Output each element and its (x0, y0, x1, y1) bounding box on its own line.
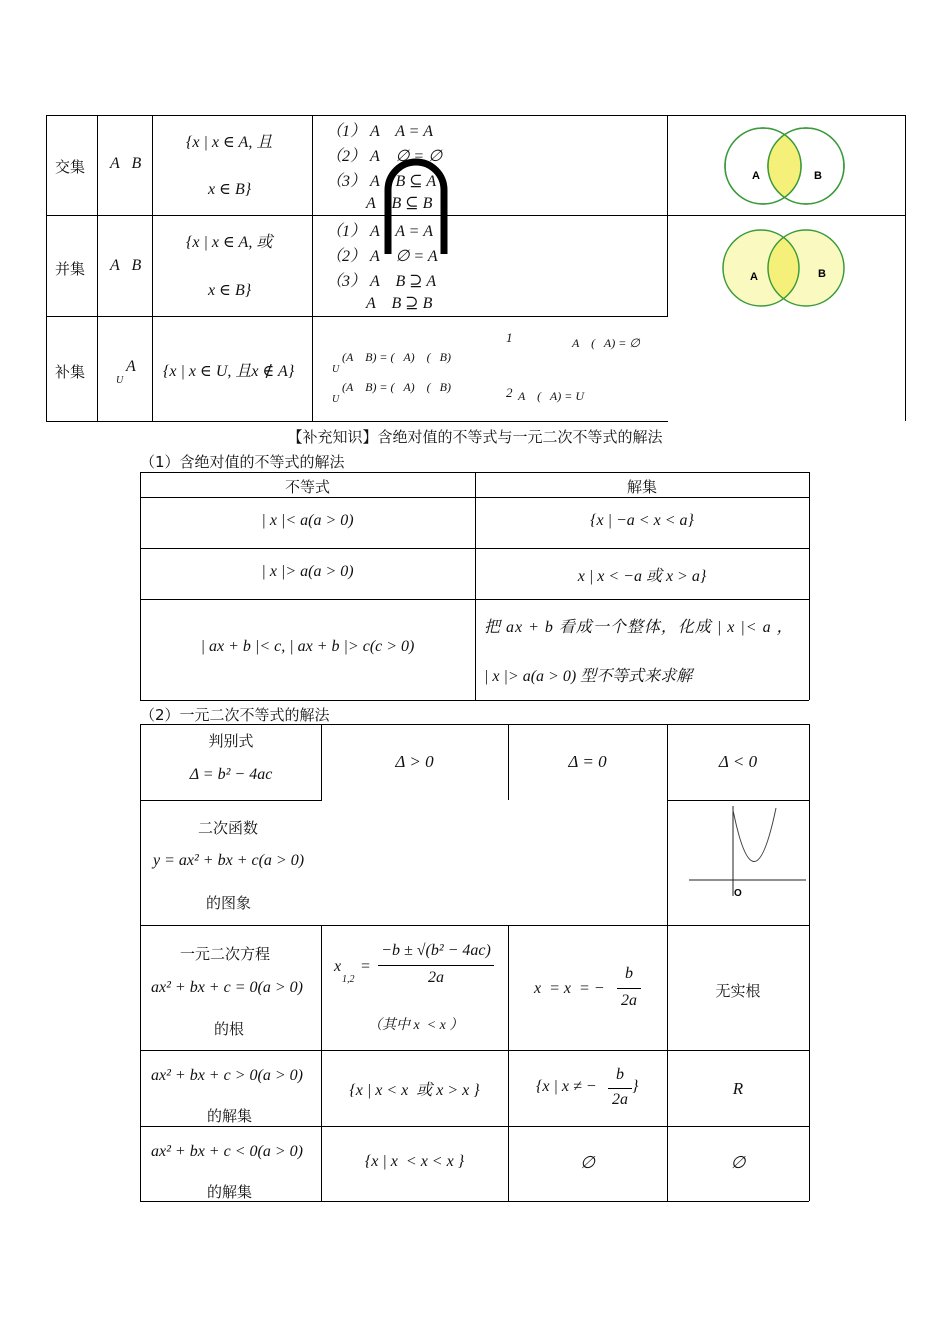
abs-row2-ineq: | x |> a(a > 0) (261, 563, 354, 580)
root-gt-sub: 1,2 (342, 974, 355, 985)
lt-label-2: 的解集 (207, 1183, 253, 1201)
eq-label-2: ax² + bx + c = 0(a > 0) (151, 979, 303, 996)
intersection-prop-4: A B ⊆ B (366, 195, 433, 212)
intersection-name: 交集 (55, 158, 86, 176)
intersection-prop-2: （2） A ∅ = ∅ (326, 148, 443, 165)
union-prop-4: A B ⊇ B (366, 295, 433, 312)
col-disc-zero: Δ = 0 (568, 752, 607, 771)
gt-sol-1: {x | x < x 或 x > x } (349, 1082, 480, 1099)
func-label-2: y = ax² + bx + c(a > 0) (153, 852, 305, 869)
eq-label-1: 一元二次方程 (180, 945, 271, 963)
root-eq-lhs: x = x = − (534, 980, 605, 997)
union-prop-2: （2） A ∅ = A (326, 248, 438, 265)
lt-sol-2: ∅ (580, 1153, 595, 1172)
root-gt-den: 2a (428, 969, 444, 986)
quad-section-title: （2）一元二次不等式的解法 (140, 706, 330, 724)
intersection-def-2: x ∈ B} (208, 181, 252, 198)
gt-label-1: ax² + bx + c > 0(a > 0) (151, 1067, 303, 1084)
gt-sol-3: R (732, 1079, 744, 1098)
intersection-notation: A B (110, 155, 142, 172)
gt-sol-2-den: 2a (612, 1091, 628, 1108)
complement-num-1: 1 (506, 330, 513, 345)
abs-header-ineq: 不等式 (284, 478, 330, 496)
lt-sol-1: {x | x < x < x } (364, 1153, 465, 1170)
eq-label-3: 的根 (214, 1020, 245, 1038)
union-venn-diagram (716, 222, 856, 314)
root-eq-num: b (625, 965, 633, 982)
union-def-1: {x | x ∈ A, 或 (186, 234, 273, 251)
intersection-prop-3: （3） A B ⊆ A (326, 173, 437, 190)
disc-label: 判别式 (208, 732, 254, 750)
complement-notation-sub: U (116, 375, 124, 386)
root-gt-lhs: x (334, 958, 342, 975)
union-prop-1: （1） A A = A (326, 223, 433, 240)
func-label-3: 的图象 (206, 894, 252, 912)
venn-label-a: A (752, 170, 760, 182)
root-gt-num: −b ± √(b² − 4ac) (381, 942, 491, 959)
complement-num-2: 2 (506, 385, 513, 400)
intersection-def-1: {x | x ∈ A, 且 (186, 134, 273, 151)
gt-label-2: 的解集 (207, 1107, 253, 1125)
root-lt: 无实根 (715, 982, 761, 1000)
supplement-title: 【补充知识】含绝对值的不等式与一元二次不等式的解法 (287, 428, 663, 446)
abs-header-sol: 解集 (626, 478, 657, 496)
abs-section-title: （1）含绝对值的不等式的解法 (140, 453, 345, 471)
union-def-2: x ∈ B} (208, 282, 252, 299)
abs-row2-sol: x | x < −a 或 x > a} (577, 568, 707, 585)
graph-origin-label: O (734, 888, 742, 899)
gt-sol-2-num: b (616, 1066, 624, 1083)
complement-rhs-1: A ( A) = ∅ (572, 336, 640, 350)
venn-label-b: B (814, 170, 822, 182)
lt-label-1: ax² + bx + c < 0(a > 0) (151, 1143, 303, 1160)
intersection-prop-1: （1） A A = A (326, 123, 433, 140)
union-prop-3: （3） A B ⊇ A (326, 273, 437, 290)
func-label-1: 二次函数 (198, 819, 259, 837)
complement-sub-u-2: U (332, 394, 340, 405)
union-venn-label-a: A (750, 271, 758, 283)
union-name: 并集 (55, 260, 86, 278)
complement-rhs-2: A ( A) = U (518, 389, 584, 403)
union-notation: A B (110, 257, 142, 274)
complement-prop-2: (A B) = ( A) ( B) (342, 380, 451, 394)
root-gt-note: （其中 x < x ） (368, 1018, 464, 1033)
disc-formula: Δ = b² − 4ac (189, 766, 273, 783)
complement-prop-1: (A B) = ( A) ( B) (342, 350, 451, 364)
col-disc-positive: Δ > 0 (395, 752, 434, 771)
gt-sol-2-pre: {x | x ≠ − (536, 1078, 597, 1095)
lt-sol-3: ∅ (730, 1153, 746, 1172)
root-eq-den: 2a (621, 992, 637, 1009)
complement-sub-u-1: U (332, 364, 340, 375)
abs-row1-ineq: | x |< a(a > 0) (261, 512, 354, 529)
parabola-graph (686, 804, 808, 904)
complement-name: 补集 (55, 363, 86, 381)
complement-notation: A (126, 358, 136, 375)
gt-sol-2-post: } (632, 1078, 639, 1095)
abs-row1-sol: {x | −a < x < a} (590, 512, 694, 529)
abs-row3-sol-line2: | x |> a(a > 0) 型不等式来求解 (484, 668, 693, 685)
abs-row3-sol-line1: 把 ax + b 看成一个整体，化成 | x |< a ， (484, 619, 794, 636)
complement-def: {x | x ∈ U, 且x ∉ A} (163, 363, 295, 380)
abs-row3-ineq: | ax + b |< c, | ax + b |> c(c > 0) (200, 638, 415, 655)
intersection-venn-diagram (718, 120, 853, 212)
union-venn-label-b: B (818, 268, 826, 280)
col-disc-negative: Δ < 0 (718, 752, 758, 771)
